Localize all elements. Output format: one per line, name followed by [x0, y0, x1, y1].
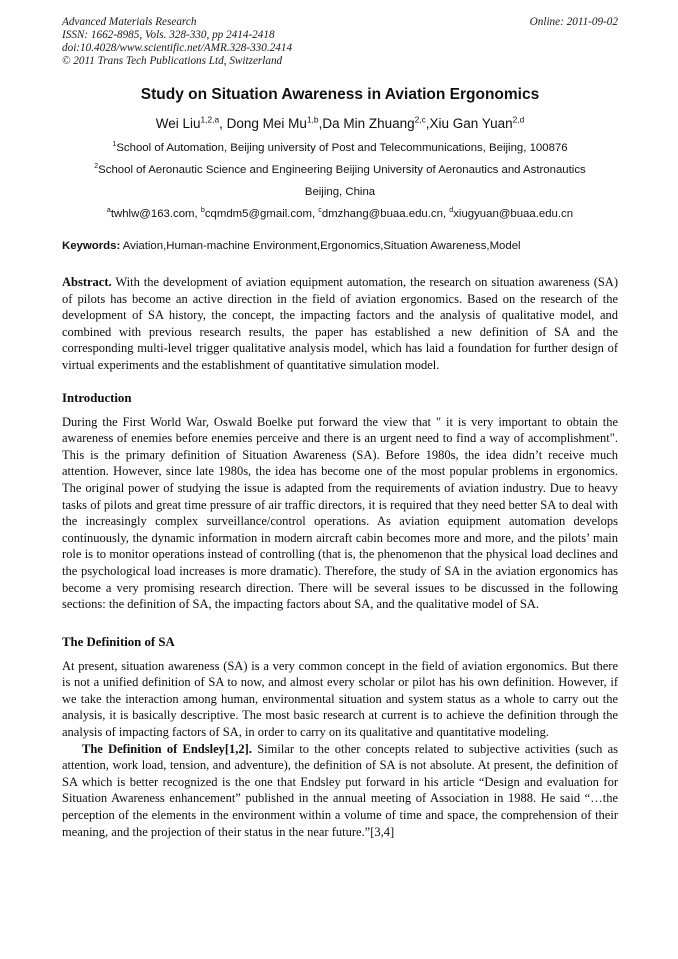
definition-paragraph-2 [62, 741, 618, 841]
publication-info [62, 16, 292, 68]
email-marker: c [318, 207, 322, 215]
email-marker: b [200, 207, 205, 215]
issn-line: ISSN: 1662-8985, Vols. 328-330, pp 2414-2418 [62, 29, 275, 41]
author-line [62, 116, 618, 131]
definition-paragraph-1: At present, situation awareness (SA) is a very common concept in the field of aviation ergonomics. But there is not a unified definition of SA to now, and almost every scholar or pilot has his own definition. However, if we take the interaction among human, environmental situation and system status as a whole to carry out the analysis, it is basically descriptive. The most basic research at current is to achieve the definition through the analysis of impacting factors of SA, in order to carry on its qualitative and quantitative modeling. [62, 658, 618, 740]
paper-title: Study on Situation Awareness in Aviation Ergonomics [140, 86, 540, 103]
introduction-paragraph: During the First World War, Oswald Boelke put forward the view that " it is very important to obtain the awareness of enemies before enemies perceive and there is an urgent need to find a way of accomplishment". This is the primary definition of Situation Awareness (SA). Before 1980s, the idea didn’t receive much attention. However, since late 1980s, the idea has become one of the most popular problems in ergonomics. The original power of studying the issue is adapted from the requirements of aviation industry. Due to heavy tasks of pilots and great time pressure of air traffic directors, it is required that they need better SA to deal with the increasingly complex surveillance/control operations. As aviation equipment automation develops continuously, the dynamic information in modern aircraft cabin becomes more and more, and the pilots’ main role is to monitor operations instead of controlling (that is, the phenomenon that the physical load declines and the psychological load increases is more dramatic). Therefore, the study of SA in the aviation ergonomics has become a very promising research direction. There will be several issues to be discussed in the following sections: the definition of SA, the impacting factors about SA, and the qualitative model of SA. [62, 414, 618, 612]
endsley-definition-text: Similar to the other concepts related to subjective activities (such as attention, work load, tension, and adventure), the definition of SA is not absolute. At present, the definition of SA which is better recognized is the one that Endsley put forward in his article “Design and evaluation for Situation Awareness enhancement” published in the annual meeting of Association in 1988. He said “…the perception of the elements in the environment within a volume of time and space, the comprehension of their meaning, and the projection of their status in the near future.”[3,4] [62, 741, 618, 839]
affiliations-block [62, 137, 618, 203]
email-marker: a [106, 207, 111, 215]
email-address: dmzhang@buaa.edu.cn, [321, 208, 450, 220]
abstract-text: With the development of aviation equipment automation, the research on situation awareness (SA) of pilots has become an active direction in the field of aviation ergonomics. Based on the research of the development of SA history, the concept, the impacting factors and the analysis of qualitative model, and combined with previous research results, the paper has established a new definition of SA and the corresponding multi-level trigger qualitative analysis model, which has laid a foundation for further design of virtual experiments and the establishment of quantitative simulation model. [62, 275, 618, 372]
keywords-label: Keywords: [62, 240, 121, 252]
author-name: ,Xiu Gan Yuan [425, 116, 513, 131]
journal-name: Advanced Materials Research [62, 16, 197, 28]
section-heading-definition-of-sa: The Definition of SA [62, 634, 175, 649]
endsley-definition-lead: The Definition of Endsley[1,2]. [82, 741, 252, 756]
email-address: xiugyuan@buaa.edu.cn [453, 208, 574, 220]
affiliation-text: School of Aeronautic Science and Engineering Beijing University of Aeronautics and Astronautics [98, 164, 586, 176]
email-line [62, 203, 618, 225]
affiliation-text: School of Automation, Beijing university of Post and Telecommunications, Beijing, 100876 [116, 142, 568, 154]
affiliation-line [62, 181, 618, 203]
affiliation-marker: 1 [112, 141, 117, 149]
affiliation-line [62, 159, 618, 181]
section-heading-introduction: Introduction [62, 390, 132, 405]
abstract-label: Abstract. [62, 275, 112, 289]
abstract-paragraph [62, 274, 618, 374]
author-affiliation-marker: 1,2,a [200, 114, 220, 125]
affiliation-line [62, 137, 618, 159]
author-affiliation-marker: 2,c [414, 114, 426, 125]
email-marker: d [449, 207, 454, 215]
online-date: Online: 2011-09-02 [529, 16, 618, 28]
copyright-line: © 2011 Trans Tech Publications Ltd, Switzerland [62, 55, 283, 67]
affiliation-text: Beijing, China [304, 186, 376, 198]
keywords-text: Aviation,Human-machine Environment,Ergonomics,Situation Awareness,Model [120, 240, 521, 252]
keywords-line [62, 238, 618, 254]
doi-line: doi:10.4028/www.scientific.net/AMR.328-330.2414 [62, 42, 293, 54]
author-affiliation-marker: 2,d [512, 114, 525, 125]
author-name: ,Da Min Zhuang [318, 116, 415, 131]
email-address: twhlw@163.com, [110, 208, 201, 220]
email-address: cqmdm5@gmail.com, [204, 208, 319, 220]
author-name: Wei Liu [155, 116, 201, 131]
author-affiliation-marker: 1,b [306, 114, 319, 125]
affiliation-marker: 2 [94, 163, 99, 171]
publication-header [62, 16, 618, 68]
author-name: , Dong Mei Mu [219, 116, 307, 131]
